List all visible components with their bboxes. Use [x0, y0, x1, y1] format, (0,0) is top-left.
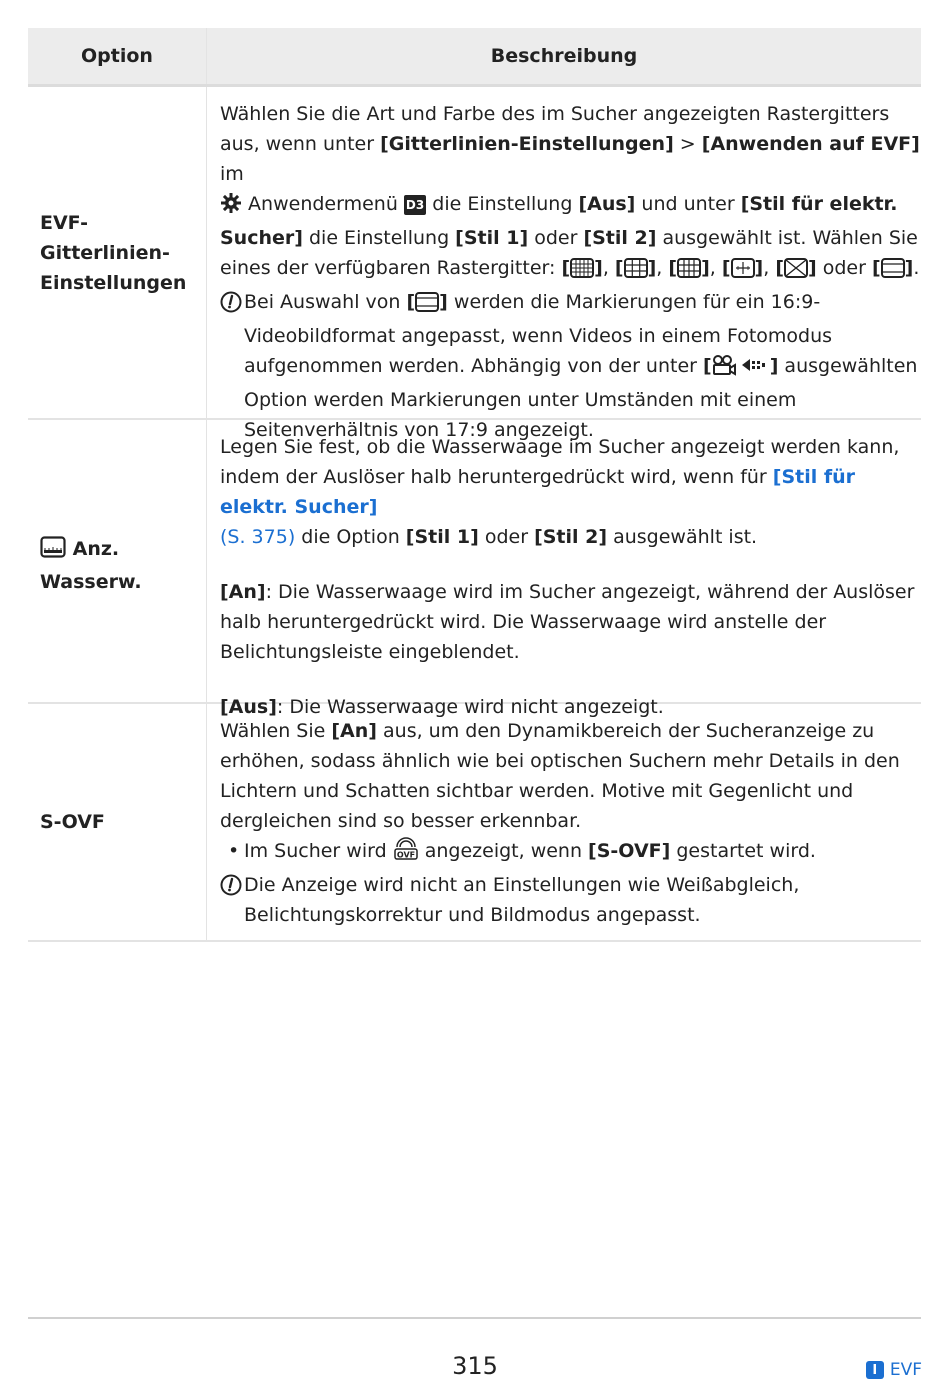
description-s-ovf: Wählen Sie [An] aus, um den Dynamikbereich der Sucheranzeige zu erhöhen, sodass ähnlich wie bei optischen Suchern mehr Details in den Lichtern und Schatten sichtbar werden. Motive mit Gegenlicht und dergleichen sind so besser erkennbar. • Im Sucher wird OVF angezeigt, wenn [S-OVF] gestartet wird. Die Anzeige wird nicht an Einstellungen wie Weißabgleich, Belichtungskorrektur und Bildmodus angepasst. — [220, 720, 900, 926]
footer-divider — [28, 1317, 921, 1319]
section-indicator[interactable] — [866, 1360, 922, 1380]
table-row — [28, 420, 921, 718]
caution-icon — [220, 874, 244, 905]
description-level-gauge: Legen Sie fest, ob die Wasserwaage im Sucher angezeigt werden kann, indem der Auslöser halb heruntergedrückt wird, wenn für [Stil für elektr. Sucher] (S. 375) die Option [Stil 1] oder [Stil 2] ausgewählt ist. [An]: Die Wasserwaage wird im Sucher angezeigt, während der Auslöser halb heruntergedrückt wird. Die Wasserwaage wird anstelle der Belichtungsleiste eingeblendet. [Aus]: Die Wasserwaage wird nicht angezeigt. — [220, 436, 915, 718]
option-level-gauge — [28, 420, 207, 702]
svg-text:OVF: OVF — [396, 850, 415, 860]
page-ref-link[interactable]: (S. 375) — [220, 526, 296, 548]
caution-icon — [220, 291, 244, 322]
movie-aspect-icon — [712, 354, 770, 385]
settings-table — [28, 28, 921, 942]
menu-d3-badge: D3 — [404, 195, 426, 215]
gear-icon — [220, 192, 242, 223]
section-label: EVF — [889, 1360, 922, 1380]
table-header — [28, 28, 921, 87]
option-evf-grid: EVF-Gitterlinien-Einstellungen — [28, 87, 207, 418]
grid-3x3-icon — [624, 257, 648, 287]
grid-4x4-icon — [677, 257, 701, 287]
description-evf-grid: Wählen Sie die Art und Farbe des im Sucher angezeigten Rastergitters aus, wenn unter [Gitterlinien-Einstellungen] > [Anwenden auf EVF] im Anwendermenü D3 die Einstellung [Aus] und unter [Stil für elektr. Sucher] die Einstellung [Stil 1] oder [Stil 2] ausgewählt ist. Wählen Sie eines der verfügbaren Rastergitter: [ ], [ ], [ ], [ ], [ ] oder [ ]. Bei Auswahl von [ ] werden die Markierungen für ein 16:9-Videobildformat angepasst, wenn Videos in einem Fotomodus aufgenommen werden. Abhängig von der unter [ ] ausgewählten Option werden Markierungen unter Umständen mit einem Seitenverhältnis von 17:9 angezeigt. — [220, 103, 920, 441]
grid-cross-icon — [731, 257, 755, 287]
link-stil-evf[interactable]: [Stil für elektr. Sucher] — [220, 466, 856, 518]
header-description: Beschreibung — [490, 45, 638, 67]
grid-diagonal-icon — [784, 257, 808, 287]
page-number: 315 — [452, 1352, 498, 1380]
option-s-ovf: S-OVF — [28, 704, 207, 940]
bullet: • — [228, 840, 240, 862]
level-gauge-icon — [40, 536, 66, 567]
grid-16-9-icon — [415, 291, 439, 321]
grid-16-9-icon — [881, 257, 905, 287]
table-row — [28, 87, 921, 441]
grid-fine-icon — [570, 257, 594, 287]
option-level-gauge-label: Anz. Wasserw. — [40, 538, 142, 593]
s-ovf-icon — [393, 837, 419, 870]
table-row — [28, 704, 921, 942]
section-badge: I — [866, 1361, 884, 1379]
header-option: Option — [28, 28, 207, 84]
